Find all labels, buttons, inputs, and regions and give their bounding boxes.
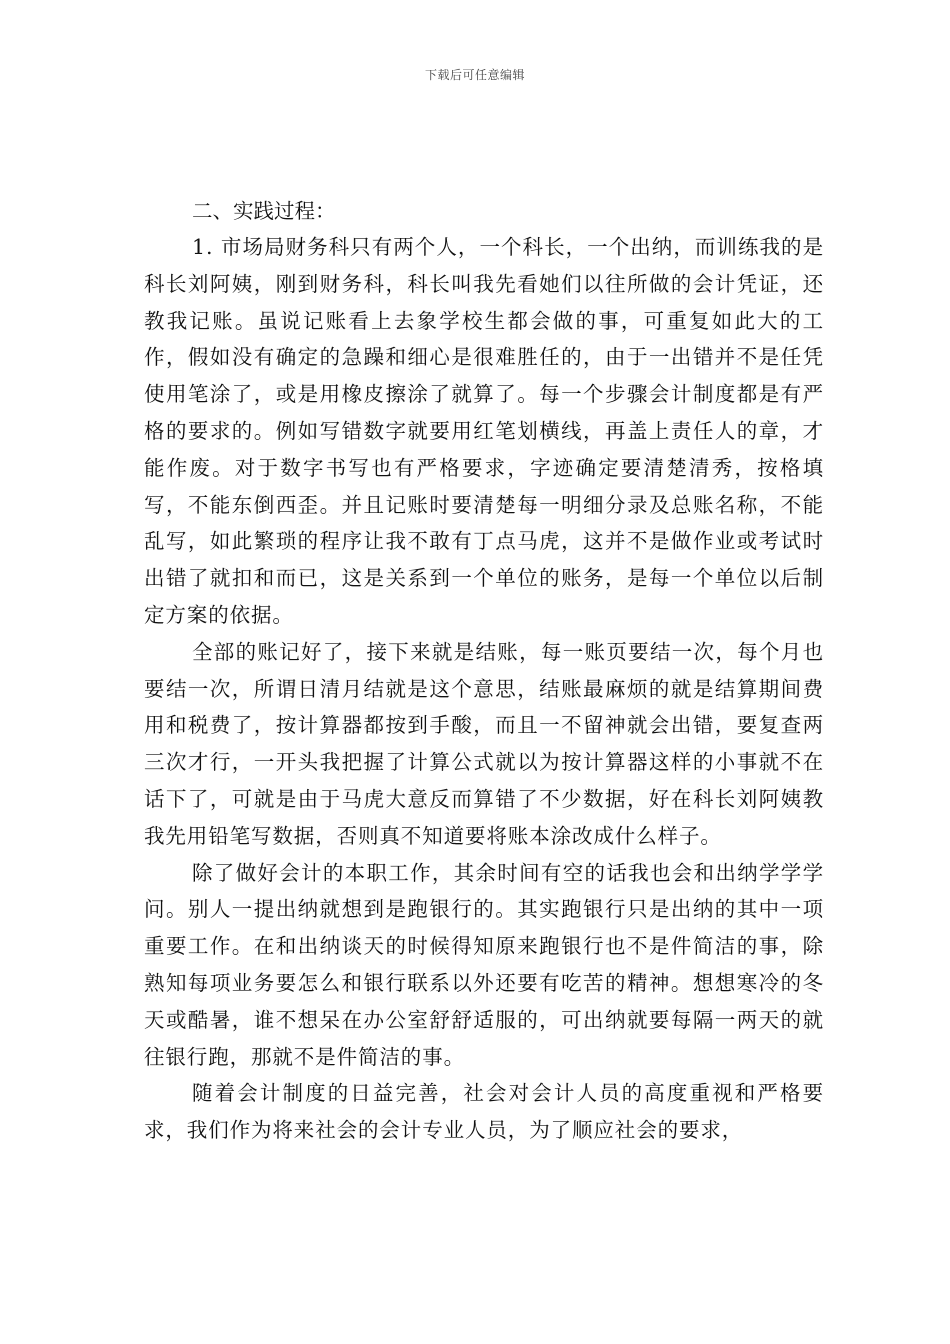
paragraph-3: 除了做好会计的本职工作，其余时间有空的话我也会和出纳学学学问。别人一提出纳就想到是跑银行的。其实跑银行只是出纳的其中一项重要工作。在和出纳谈天的时候得知原来跑银行也不是件简洁的事，除熟知每项业务要怎么和银行联系以外还要有吃苦的精神。想想寒冷的冬天或酷暑，谁不想呆在办公室舒舒适服的，可出纳就要每隔一两天的就往银行跑，那就不是件简洁的事。 <box>144 860 824 1069</box>
document-body <box>144 193 824 1149</box>
section-heading: 二、实践过程： <box>192 199 336 223</box>
paragraph-2: 全部的账记好了，接下来就是结账，每一账页要结一次，每个月也要结一次，所谓日清月结就是这个意思，结账最麻烦的就是结算期间费用和税费了，按计算器都按到手酸，而且一不留神就会出错，要复查两三次才行，一开头我把握了计算公式就以为按计算器这样的小事就不在话下了，可就是由于马虎大意反而算错了不少数据，好在科长刘阿姨教我先用铅笔写数据，否则真不知道要将账本涂改成什么样子。 <box>144 639 824 848</box>
paragraph-1: 1. 市场局财务科只有两个人，一个科长，一个出纳，而训练我的是科长刘阿姨，刚到财务科，科长叫我先看她们以往所做的会计凭证，还教我记账。虽说记账看上去象学校生都会做的事，可重复如此大的工作，假如没有确定的急躁和细心是很难胜任的，由于一出错并不是任凭使用笔涂了，或是用橡皮擦涂了就算了。每一个步骤会计制度都是有严格的要求的。例如写错数字就要用红笔划横线，再盖上责任人的章，才能作废。对于数字书写也有严格要求，字迹确定要清楚清秀，按格填写，不能东倒西歪。并且记账时要清楚每一明细分录及总账名称，不能乱写，如此繁琐的程序让我不敢有丁点马虎，这并不是做作业或考试时出错了就扣和而已，这是关系到一个单位的账务，是每一个单位以后制定方案的依据。 <box>144 235 824 627</box>
paragraph-4: 随着会计制度的日益完善，社会对会计人员的高度重视和严格要求，我们作为将来社会的会计专业人员，为了顺应社会的要求， <box>144 1081 824 1143</box>
header-note: 下载后可任意编辑 <box>424 68 525 82</box>
